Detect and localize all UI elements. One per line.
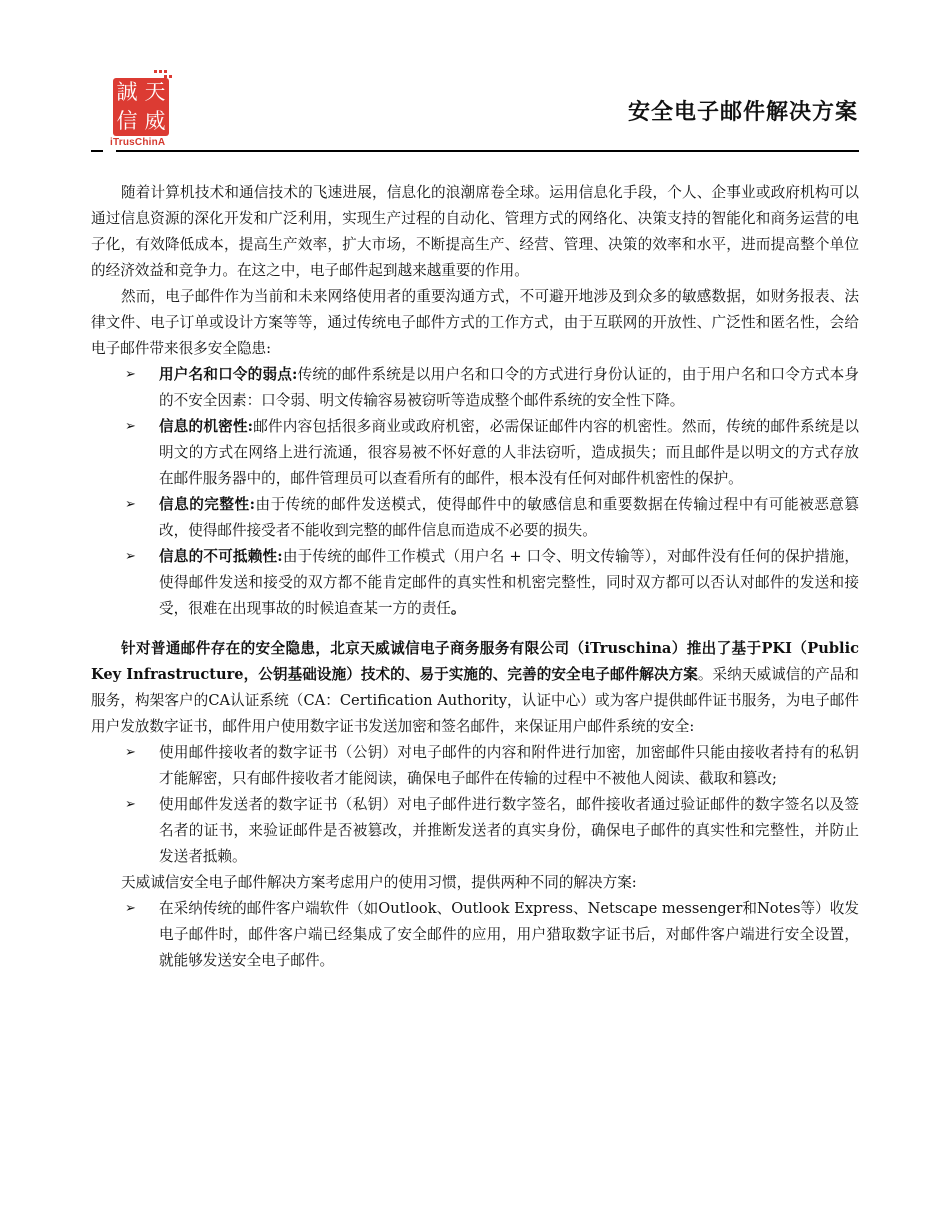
measure-text: 使用邮件接收者的数字证书（公钥）对电子邮件的内容和附件进行加密，加密邮件只能由接收者持有的私钥才能解密，只有邮件接收者才能阅读，确保电子邮件在传输的过程中不被他人阅读、截取和篡改; [159, 744, 859, 787]
document-body [91, 180, 859, 974]
measure-list [91, 740, 859, 870]
logo-char: 誠 [116, 80, 138, 104]
intro-paragraph: 随着计算机技术和通信技术的飞速进展，信息化的浪潮席卷全球。运用信息化手段，个人、企事业或政府机构可以通过信息资源的深化开发和广泛利用，实现生产过程的自动化、管理方式的网络化、决策支持的智能化和商务运营的电子化，有效降低成本，提高生产效率，扩大市场，不断提高生产、经营、管理、决策的效率和水平，进而提高整个单位的经济效益和竞争力。在这之中，电子邮件起到越来越重要的作用。 [91, 184, 859, 279]
option-list [91, 896, 859, 974]
risk-text: 传统的邮件系统是以用户名和口令的方式进行身份认证的，由于用户名和口令方式本身的不安全因素：口令弱、明文传输容易被窃听等造成整个邮件系统的安全性下降。 [159, 366, 859, 409]
list-item [91, 492, 859, 544]
measure-text: 使用邮件发送者的数字证书（私钥）对电子邮件进行数字签名，邮件接收者通过验证邮件的数字签名以及签名者的证书，来验证邮件是否被篡改，并推断发送者的真实身份，确保电子邮件的真实性和完整性，并防止发送者抵赖。 [159, 796, 859, 865]
itruschina-logo [106, 70, 180, 152]
logo-char: 天 [144, 80, 166, 104]
logo-char: 信 [116, 109, 138, 133]
solutions-intro: 天威诚信安全电子邮件解决方案考虑用户的使用习惯，提供两种不同的解决方案: [121, 874, 637, 891]
arrow-bullet-icon: ➢ [125, 497, 136, 512]
arrow-bullet-icon: ➢ [125, 419, 136, 434]
risk-text: 邮件内容包括很多商业或政府机密，必需保证邮件内容的机密性。然而，传统的邮件系统是以明文的方式在网络上进行流通，很容易被不怀好意的人非法窃听，造成损失；而且邮件是以明文的方式存放在邮件服务器中的，邮件管理员可以查看所有的邮件，根本没有任何对邮件机密性的保护。 [159, 418, 859, 487]
arrow-bullet-icon: ➢ [125, 901, 136, 916]
solution-paragraph [91, 636, 859, 740]
risk-title: 信息的不可抵赖性: [159, 548, 283, 565]
list-item [91, 362, 859, 414]
logo-char: 威 [144, 109, 166, 133]
risk-title: 信息的完整性: [159, 496, 255, 513]
header-divider [116, 150, 859, 152]
risk-title: 信息的机密性: [159, 418, 254, 435]
solution-text: 。采纳天威诚信的产品和服务，构架客户的CA认证系统（CA：Certification Authority，认证中心）或为客户提供邮件证书服务，为电子邮件用户发放数字证书，邮件用户使用数字证书发送加密和签名邮件，来保证用户邮件系统的安全: [91, 666, 859, 735]
risk-title: 用户名和口令的弱点: [159, 366, 298, 383]
list-item [91, 544, 859, 622]
arrow-bullet-icon: ➢ [125, 367, 136, 382]
risk-text: 由于传统的邮件发送模式，使得邮件中的敏感信息和重要数据在传输过程中有可能被恶意篡改，使得邮件接受者不能收到完整的邮件信息而造成不必要的损失。 [159, 496, 859, 539]
page-title: 安全电子邮件解决方案 [627, 99, 858, 125]
risk-list [91, 362, 859, 622]
list-item [91, 414, 859, 492]
arrow-bullet-icon: ➢ [125, 745, 136, 760]
list-item [91, 792, 859, 870]
risk-text: 由于传统的邮件工作模式（用户名 + 口令、明文传输等），对邮件没有任何的保护措施，使得邮件发送和接受的双方都不能肯定邮件的真实性和机密完整性，同时双方都可以否认对邮件的发送和接受，很难在出现事故的时候追查某一方的责任 [159, 548, 859, 617]
list-item [91, 740, 859, 792]
logo-wordmark: iTrusChinA [110, 137, 166, 148]
arrow-bullet-icon: ➢ [125, 549, 136, 564]
intro-paragraph: 然而，电子邮件作为当前和未来网络使用者的重要沟通方式，不可避开地涉及到众多的敏感数据，如财务报表、法律文件、电子订单或设计方案等等，通过传统电子邮件方式的工作方式，由于互联网的开放性、广泛性和匿名性，会给电子邮件带来很多安全隐患: [91, 288, 859, 357]
option-text: 在采纳传统的邮件客户端软件（如Outlook、Outlook Express、Netscape messenger和Notes等）收发电子邮件时，邮件客户端已经集成了安全邮件的应用，用户猎取数字证书后，对邮件客户端进行安全设置，就能够发送安全电子邮件。 [159, 900, 859, 969]
list-item [91, 896, 859, 974]
logo-mark [113, 78, 169, 136]
arrow-bullet-icon: ➢ [125, 797, 136, 812]
risk-text-end: 。 [450, 600, 466, 617]
header-divider-short [91, 150, 103, 152]
solution-lead: 针对普通邮件存在的安全隐患，北京天威诚信电子商务服务有限公司（iTruschina）推出了基于PKI（Public Key Infrastructure，公钥基础设施）技术的、易于实施的、完善的安全电子邮件解决方案 [91, 640, 859, 683]
